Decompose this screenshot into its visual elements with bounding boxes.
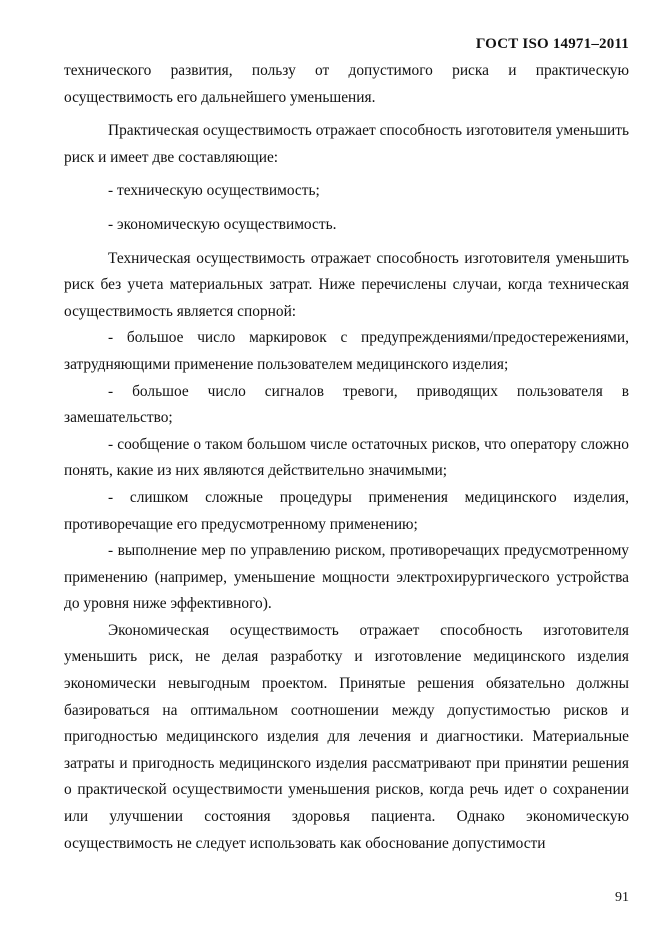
paragraph-continuation: технического развития, пользу от допустимого риска и практическую осуществимость его дальнейшего уменьшения. bbox=[64, 62, 629, 106]
document-body bbox=[64, 58, 629, 857]
page-number: 91 bbox=[615, 890, 629, 905]
paragraph-practical-feasibility: Практическая осуществимость отражает способность изготовителя уменьшить риск и имеет две составляющие: bbox=[64, 122, 629, 166]
list-item-warnings: - большое число маркировок с предупреждениями/предостережениями, затрудняющими применение пользователем медицинского изделия; bbox=[64, 329, 629, 373]
list-item-economic: - экономическую осуществимость. bbox=[108, 215, 337, 233]
list-item-risk-control-measures: - выполнение мер по управлению риском, противоречащих предусмотренному применению (например, уменьшение мощности электрохирургического устройства до уровня ниже эффективного). bbox=[64, 542, 629, 613]
paragraph-technical-feasibility: Техническая осуществимость отражает способность изготовителя уменьшить риск без учета материальных затрат. Ниже перечислены случаи, когда техническая осуществимость является спорной: bbox=[64, 249, 629, 320]
list-item-technical: - техническую осуществимость; bbox=[108, 182, 320, 200]
list-item-complex-procedures: - слишком сложные процедуры применения медицинского изделия, противоречащие его предусмотренному применению; bbox=[64, 488, 629, 533]
list-item-alarms: - большое число сигналов тревоги, приводящих пользователя в замешательство; bbox=[64, 382, 629, 427]
document-header: ГОСТ ISO 14971–2011 bbox=[475, 36, 629, 52]
paragraph-economic-feasibility: Экономическая осуществимость отражает способность изготовителя уменьшить риск, не делая разработку и изготовление медицинского изделия экономически невыгодным проектом. Принятые решения обязательно должны базироваться на оптимальном соотношении между допустимостью рисков и пригодностью медицинского изделия для лечения и диагностики. Материальные затраты и пригодность медицинского изделия рассматривают при принятии решения о практической осуществимости уменьшения рисков, когда речь идет о сохранении или улучшении состояния здоровья пациента. Однако экономическую осуществимость не следует использовать как обоснование допустимости bbox=[64, 621, 629, 852]
list-item-residual-risks: - сообщение о таком большом числе остаточных рисков, что оператору сложно понять, какие из них являются действительно значимыми; bbox=[64, 435, 629, 480]
